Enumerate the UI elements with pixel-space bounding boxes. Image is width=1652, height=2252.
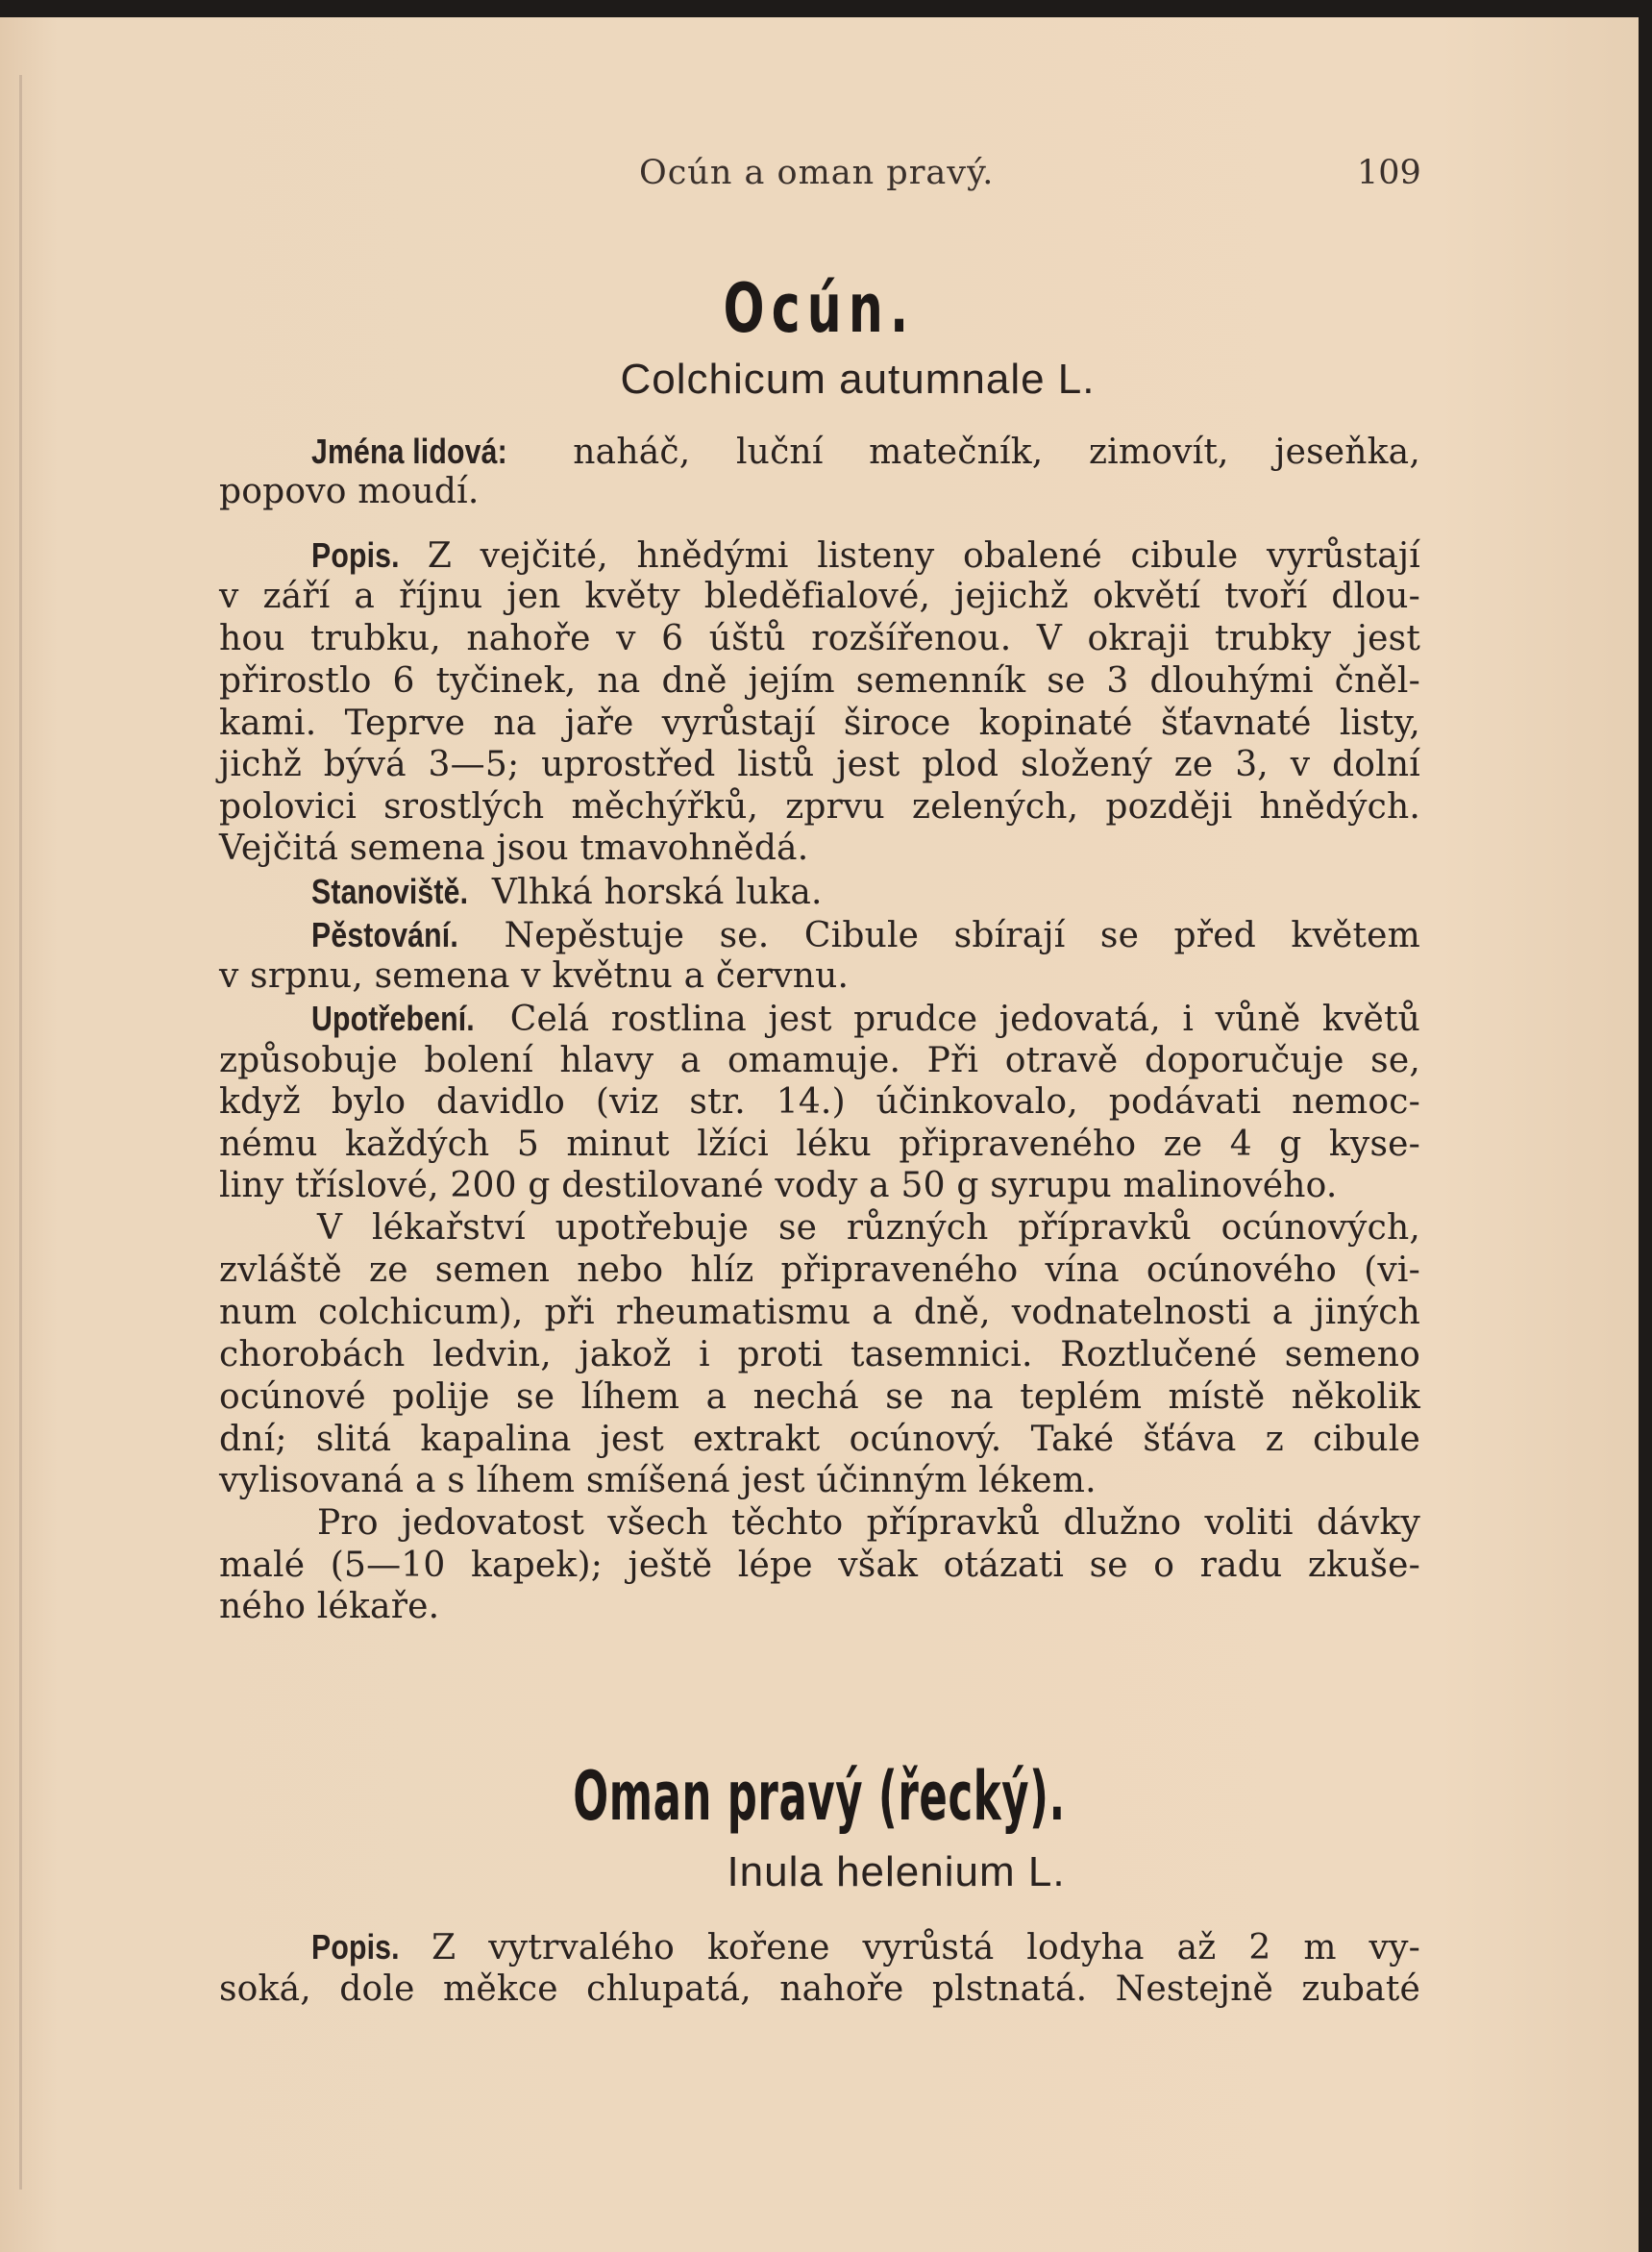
text-line	[311, 534, 1420, 578]
text-line	[311, 998, 1420, 1041]
text-line	[219, 1419, 1420, 1461]
line-text: kami. Teprve na jaře vyrůstají široce kopinaté šťavnaté listy,	[219, 704, 1420, 743]
line-text: Vlhká horská luka.	[491, 873, 823, 912]
book-page	[0, 17, 1639, 2252]
text-line	[219, 1124, 1420, 1166]
text-line	[317, 1207, 1420, 1250]
section-title-oman: Oman pravý (řecký).	[573, 1757, 1066, 1836]
line-text: soká, dole měkce chlupatá, nahoře plstnatá. Nestejně zubaté	[219, 1969, 1420, 2009]
running-title: Ocún a oman pravý.	[639, 154, 995, 192]
line-text: liny tříslové, 200 g destilované vody a 50 g syrupu malinového.	[219, 1166, 1338, 1205]
latin-name-ocun: Colchicum autumnale L.	[620, 356, 1096, 403]
paragraph-label: Stanoviště.	[311, 872, 469, 911]
line-text: nému každých 5 minut lžíci léku připraveného ze 4 g kyse-	[219, 1125, 1420, 1164]
text-line	[219, 1545, 1420, 1587]
line-text: přirostlo 6 tyčinek, na dně jejím semenník se 3 dlouhými čněl-	[219, 661, 1420, 701]
line-text: Z vejčité, hnědými listeny obalené cibule vyrůstají	[427, 536, 1420, 576]
line-text: jichž bývá 3—5; uprostřed listů jest plod složený ze 3, v dolní	[219, 745, 1420, 784]
line-text: Vejčitá semena jsou tmavohnědá.	[219, 829, 809, 868]
line-text: V lékařství upotřebuje se různých přípravků ocúnových,	[317, 1208, 1420, 1248]
text-line	[219, 1250, 1420, 1292]
text-line	[219, 955, 1420, 998]
page-number: 109	[1357, 154, 1421, 192]
text-line	[219, 576, 1420, 618]
line-text: polovici srostlých měchýřků, zprvu zelených, později hnědých.	[219, 787, 1420, 827]
text-line	[219, 1460, 1420, 1502]
line-text: Nepěstuje se. Cibule sbírají se před květem	[504, 916, 1420, 955]
text-line	[219, 471, 1420, 513]
line-text: num colchicum), při rheumatismu a dně, vodnatelnosti a jiných	[219, 1293, 1420, 1332]
text-line	[317, 1502, 1420, 1545]
text-line	[311, 914, 1420, 957]
text-line	[219, 1292, 1420, 1334]
line-text: popovo moudí.	[219, 472, 480, 511]
text-line	[219, 1081, 1420, 1124]
text-line	[311, 1926, 1420, 1969]
paragraph-label: Jména lidová:	[311, 432, 507, 471]
line-text: v srpnu, semena v květnu a červnu.	[219, 956, 850, 996]
text-line	[219, 786, 1420, 829]
text-line	[219, 1586, 1420, 1628]
text-line	[219, 1968, 1420, 2011]
text-line	[219, 618, 1420, 660]
latin-name-oman: Inula helenium L.	[727, 1848, 1066, 1895]
text-line	[219, 660, 1420, 703]
paragraph-label: Pěstování.	[311, 915, 458, 954]
paragraph-label: Upotřebení.	[311, 999, 475, 1038]
line-text: ocúnové polije se líhem a nechá se na teplém místě několik	[219, 1377, 1420, 1417]
line-text: malé (5—10 kapek); ještě lépe však otázati se o radu zkuše-	[219, 1546, 1420, 1585]
paragraph-label: Popis.	[311, 535, 400, 575]
line-text: naháč, luční matečník, zimovít, jeseňka,	[573, 433, 1420, 472]
text-line	[219, 1165, 1420, 1207]
line-text: dní; slitá kapalina jest extrakt ocúnový. Také šťáva z cibule	[219, 1420, 1420, 1459]
line-text: chorobách ledvin, jakož i proti tasemnici. Roztlučené semeno	[219, 1335, 1420, 1374]
text-line	[219, 828, 1420, 870]
text-line	[219, 703, 1420, 745]
line-text: Pro jedovatost všech těchto přípravků dlužno voliti dávky	[317, 1503, 1420, 1543]
paragraph-label: Popis.	[311, 1927, 400, 1967]
section-title-ocun: Ocún.	[723, 269, 916, 348]
line-text: způsobuje bolení hlavy a omamuje. Při otravě doporučuje se,	[219, 1041, 1420, 1080]
line-text: když bylo davidlo (viz str. 14.) účinkovalo, podávati nemoc-	[219, 1082, 1420, 1122]
line-text: v září a říjnu jen květy bleděfialové, jejichž okvětí tvoří dlou-	[219, 577, 1420, 616]
text-line	[311, 431, 1420, 474]
text-line	[219, 1334, 1420, 1376]
line-text: ného lékaře.	[219, 1587, 440, 1626]
text-line	[219, 744, 1420, 786]
line-text: Celá rostlina jest prudce jedovatá, i vůně květů	[509, 1000, 1420, 1039]
running-head	[0, 154, 1639, 202]
text-line	[311, 871, 1420, 914]
line-text: hou trubku, nahoře v 6 úštů rozšířenou. V okraji trubky jest	[219, 619, 1420, 658]
line-text: Z vytrvalého kořene vyrůstá lodyha až 2 m vy-	[431, 1928, 1420, 1967]
line-text: zvláště ze semen nebo hlíz připraveného vína ocúnového (vi-	[219, 1250, 1420, 1290]
text-line	[219, 1376, 1420, 1419]
text-line	[219, 1040, 1420, 1082]
line-text: vylisovaná a s líhem smíšená jest účinným lékem.	[219, 1461, 1097, 1500]
